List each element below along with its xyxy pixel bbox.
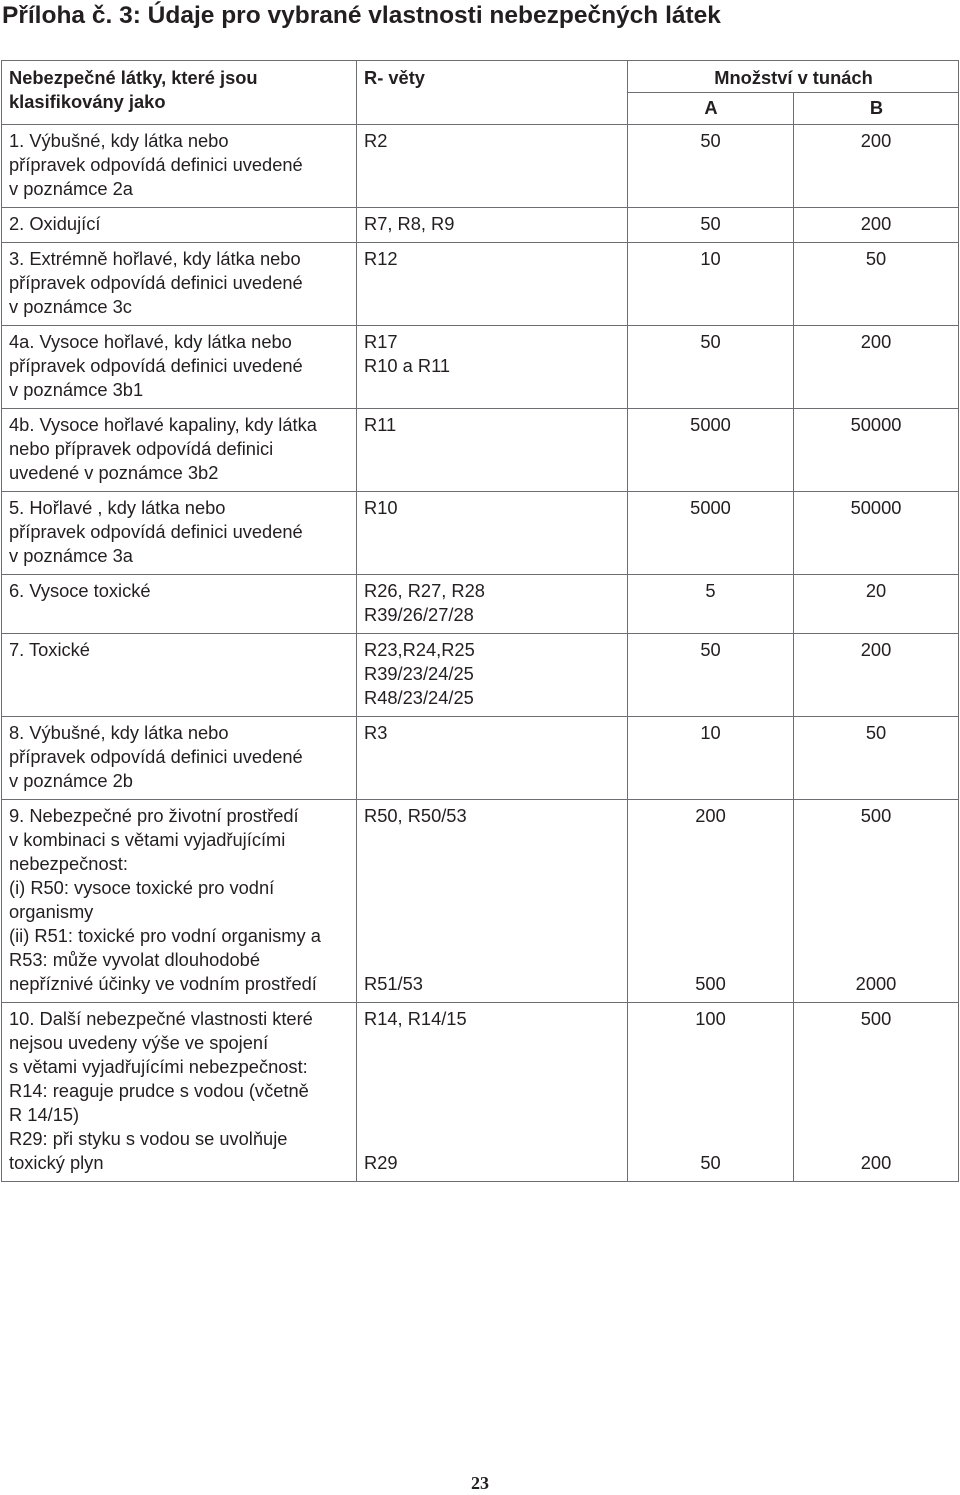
quantity-b-cell xyxy=(794,800,959,1003)
cell-line: nebezpečnost: xyxy=(9,853,128,874)
r-phrase-cell xyxy=(357,634,628,717)
quantity-b-cell: 200 xyxy=(794,208,959,243)
r-phrase-cell xyxy=(357,409,628,492)
sub-entry-2: 2000 xyxy=(855,973,897,994)
page-number: 23 xyxy=(471,1473,489,1493)
cell-line: v poznámce 2a xyxy=(9,178,133,199)
header-quantity: Množství v tunách xyxy=(628,61,959,93)
cell-line: R11 xyxy=(364,414,397,435)
substance-cell xyxy=(2,575,357,634)
quantity-a-cell: 50 xyxy=(628,125,794,208)
cell-line: 4a. Vysoce hořlavé, kdy látka nebo xyxy=(9,331,292,352)
r-phrase-cell xyxy=(357,492,628,575)
r-phrase-cell xyxy=(357,243,628,326)
quantity-a-cell: 5000 xyxy=(628,492,794,575)
cell-line: R10 xyxy=(364,497,398,518)
substance-cell xyxy=(2,800,357,1003)
cell-line: 8. Výbušné, kdy látka nebo xyxy=(9,722,229,743)
substance-cell xyxy=(2,717,357,800)
header-col-a: A xyxy=(628,93,794,125)
substance-cell xyxy=(2,409,357,492)
cell-line: v poznámce 2b xyxy=(9,770,133,791)
header-substances: Nebezpečné látky, které jsou klasifikovány jako xyxy=(2,61,357,125)
cell-line: 2. Oxidující xyxy=(9,213,101,234)
cell-line: R12 xyxy=(364,248,398,269)
cell-line: R3 xyxy=(364,722,388,743)
quantity-b-cell: 20 xyxy=(794,575,959,634)
cell-line: přípravek odpovídá definici uvedené xyxy=(9,154,303,175)
quantity-a-cell: 10 xyxy=(628,243,794,326)
cell-line: v kombinaci s větami vyjadřujícími xyxy=(9,829,286,850)
hazard-table xyxy=(1,60,959,1182)
table-row xyxy=(2,575,959,634)
cell-line: uvedené v poznámce 3b2 xyxy=(9,462,219,483)
table-row xyxy=(2,492,959,575)
cell-line: toxický plyn xyxy=(9,1152,104,1173)
quantity-a-cell: 10 xyxy=(628,717,794,800)
table-header-row xyxy=(2,61,959,93)
quantity-a-cell xyxy=(628,800,794,1003)
sub-entry-2: R29 xyxy=(364,1152,398,1173)
quantity-b-cell: 50 xyxy=(794,717,959,800)
cell-line: přípravek odpovídá definici uvedené xyxy=(9,355,303,376)
sub-entry-2: 200 xyxy=(860,1152,892,1173)
cell-line: v poznámce 3b1 xyxy=(9,379,144,400)
cell-line: R39/23/24/25 xyxy=(364,663,474,684)
substance-cell xyxy=(2,1003,357,1182)
cell-line: R2 xyxy=(364,130,388,151)
quantity-b-cell: 50000 xyxy=(794,409,959,492)
sub-entry-1: R50, R50/53 xyxy=(364,805,467,826)
cell-line: 7. Toxické xyxy=(9,639,90,660)
cell-line: 9. Nebezpečné pro životní prostředí xyxy=(9,805,299,826)
cell-line: 1. Výbušné, kdy látka nebo xyxy=(9,130,229,151)
cell-line: (i) R50: vysoce toxické pro vodní xyxy=(9,877,275,898)
r-phrase-cell xyxy=(357,326,628,409)
table-row xyxy=(2,326,959,409)
table-row xyxy=(2,800,959,1003)
cell-line: R48/23/24/25 xyxy=(364,687,474,708)
cell-line: 5. Hořlavé , kdy látka nebo xyxy=(9,497,226,518)
quantity-a-cell: 50 xyxy=(628,634,794,717)
cell-line: R26, R27, R28 xyxy=(364,580,485,601)
r-phrase-cell xyxy=(357,575,628,634)
quantity-a-cell: 50 xyxy=(628,326,794,409)
header-r-phrases: R- věty xyxy=(357,61,628,125)
quantity-b-cell: 200 xyxy=(794,125,959,208)
r-phrase-cell xyxy=(357,125,628,208)
cell-line: nejsou uvedeny výše ve spojení xyxy=(9,1032,269,1053)
table-row xyxy=(2,1003,959,1182)
cell-line: 3. Extrémně hořlavé, kdy látka nebo xyxy=(9,248,301,269)
cell-line: 4b. Vysoce hořlavé kapaliny, kdy látka xyxy=(9,414,317,435)
cell-line: R17 xyxy=(364,331,398,352)
sub-entry-2: 500 xyxy=(695,973,726,994)
sub-entry-1: 200 xyxy=(695,805,726,826)
sub-entry-1: 500 xyxy=(860,805,892,826)
cell-line: nepříznivé účinky ve vodním prostředí xyxy=(9,973,317,994)
cell-line: R 14/15) xyxy=(9,1104,80,1125)
cell-line: přípravek odpovídá definici uvedené xyxy=(9,521,303,542)
quantity-a-cell: 5 xyxy=(628,575,794,634)
r-phrase-cell xyxy=(357,800,628,1003)
cell-line: nebo přípravek odpovídá definici xyxy=(9,438,274,459)
quantity-b-cell: 200 xyxy=(794,634,959,717)
substance-cell xyxy=(2,243,357,326)
table-row xyxy=(2,717,959,800)
table-row xyxy=(2,634,959,717)
cell-line: (ii) R51: toxické pro vodní organismy a xyxy=(9,925,321,946)
sub-entry-1: 500 xyxy=(860,1008,892,1029)
page-title: Příloha č. 3: Údaje pro vybrané vlastnosti nebezpečných látek xyxy=(2,2,721,29)
cell-line: R7, R8, R9 xyxy=(364,213,455,234)
cell-line: R10 a R11 xyxy=(364,355,451,376)
r-phrase-cell xyxy=(357,208,628,243)
cell-line: s větami vyjadřujícími nebezpečnost: xyxy=(9,1056,308,1077)
quantity-b-cell: 200 xyxy=(794,326,959,409)
r-phrase-cell xyxy=(357,717,628,800)
table-row xyxy=(2,243,959,326)
cell-line: R23,R24,R25 xyxy=(364,639,475,660)
quantity-a-cell: 5000 xyxy=(628,409,794,492)
substance-cell xyxy=(2,125,357,208)
cell-line: organismy xyxy=(9,901,94,922)
cell-line: přípravek odpovídá definici uvedené xyxy=(9,272,303,293)
cell-line: v poznámce 3c xyxy=(9,296,132,317)
table-row xyxy=(2,125,959,208)
header-col-b: B xyxy=(794,93,959,125)
table-row xyxy=(2,208,959,243)
table-row xyxy=(2,409,959,492)
sub-entry-1: 100 xyxy=(695,1008,726,1029)
cell-line: R53: může vyvolat dlouhodobé xyxy=(9,949,261,970)
sub-entry-2: 50 xyxy=(700,1152,721,1173)
cell-line: 10. Další nebezpečné vlastnosti které xyxy=(9,1008,313,1029)
substance-cell xyxy=(2,634,357,717)
cell-line: přípravek odpovídá definici uvedené xyxy=(9,746,303,767)
substance-cell xyxy=(2,208,357,243)
cell-line: R14: reaguje prudce s vodou (včetně xyxy=(9,1080,309,1101)
quantity-b-cell: 50 xyxy=(794,243,959,326)
quantity-a-cell xyxy=(628,1003,794,1182)
cell-line: v poznámce 3a xyxy=(9,545,133,566)
sub-entry-2: R51/53 xyxy=(364,973,423,994)
substance-cell xyxy=(2,492,357,575)
quantity-a-cell: 50 xyxy=(628,208,794,243)
substance-cell xyxy=(2,326,357,409)
r-phrase-cell xyxy=(357,1003,628,1182)
cell-line: R39/26/27/28 xyxy=(364,604,474,625)
quantity-b-cell: 50000 xyxy=(794,492,959,575)
quantity-b-cell xyxy=(794,1003,959,1182)
cell-line: 6. Vysoce toxické xyxy=(9,580,151,601)
sub-entry-1: R14, R14/15 xyxy=(364,1008,467,1029)
cell-line: R29: při styku s vodou se uvolňuje xyxy=(9,1128,288,1149)
